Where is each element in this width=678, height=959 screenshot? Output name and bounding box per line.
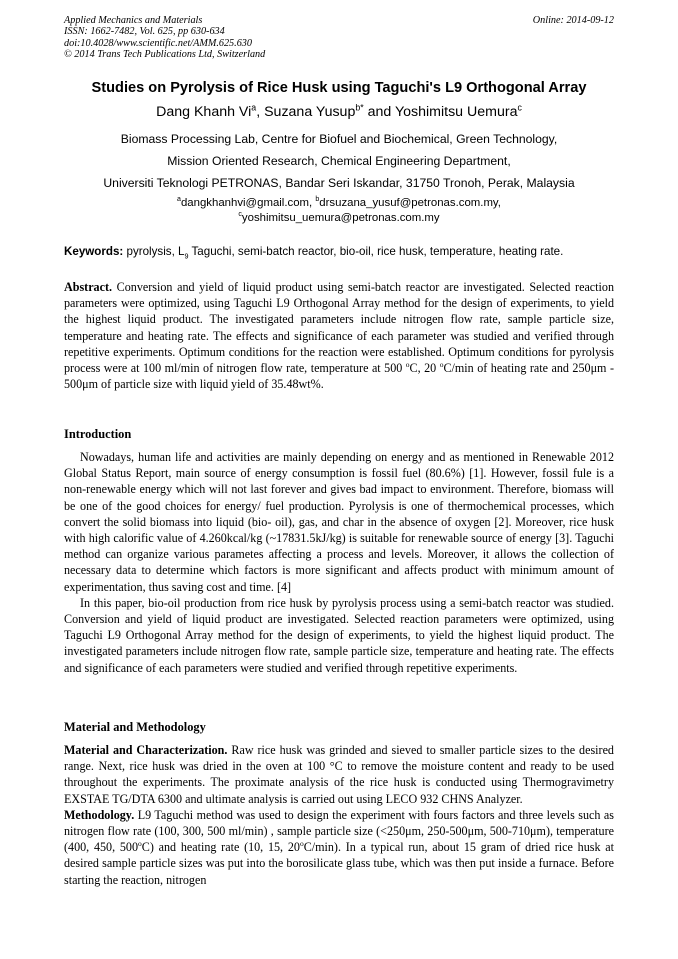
issn-line: ISSN: 1662-7482, Vol. 625, pp 630-634 — [64, 26, 225, 38]
author-separator: and — [363, 104, 395, 120]
keywords-label: Keywords: — [64, 245, 124, 258]
paragraph-text: Raw rice husk was grinded and sieved to smaller particle sizes to the desired range. Next, rice husk was dried in the oven at 100 °C to remove the moisture content and ready to be used throughout the experiments. The proximate analysis of the rice husk is conducted using Thermogravimetry EXSTAE TG/DTA 6300 and ultimate analysis is carried out using LECO 932 CHNS Analyzer. — [64, 743, 614, 806]
abstract — [64, 279, 614, 392]
introduction-body — [64, 449, 614, 676]
degree-mark: o — [439, 359, 444, 369]
journal-name: Applied Mechanics and Materials — [64, 15, 203, 26]
section-heading-methods: Material and Methodology — [64, 720, 206, 734]
affiliation-line: Biomass Processing Lab, Centre for Biofuel and Biochemical, Green Technology, — [120, 132, 558, 146]
keywords-text: pyrolysis, L — [123, 245, 185, 258]
paper-title: Studies on Pyrolysis of Rice Husk using Taguchi's L9 Orthogonal Array — [91, 80, 587, 96]
abstract-text: Conversion and yield of liquid product using semi-batch reactor are investigated. Selected reaction parameters were optimized, using Taguchi L9 Orthogonal Array method for the design of experiments, to yield the highest liquid product. The investigated parameters include nitrogen flow rate, sample particle size, temperature and heating rate. The effects and significance of each parameter was studied and verified through repetitive experiments. Optimum conditions for the reaction were established. Optimum conditions for pyrolysis process were at 100 ml/min of nitrogen flow rate, temperature at 500 — [64, 280, 614, 376]
author-list — [0, 104, 678, 120]
email-line — [0, 197, 678, 209]
affiliation-line: Universiti Teknologi PETRONAS, Bandar Seri Iskandar, 31750 Tronoh, Perak, Malaysia — [103, 176, 575, 190]
section-heading-introduction: Introduction — [64, 427, 132, 441]
doi-line: doi:10.4028/www.scientific.net/AMM.625.630 — [64, 37, 252, 49]
email-mark: b — [315, 196, 320, 204]
email-mark: a — [177, 196, 181, 204]
paragraph-text: L9 Taguchi method was used to design the experiment with fours factors and three levels such as nitrogen flow rate (100, 300, 500 ml/min) , sample particle size (<250μm, 250-500μm, 500-710μm), temperature (400, 450, 500 — [64, 807, 614, 855]
email-line — [0, 212, 678, 224]
author-separator: , — [256, 104, 265, 120]
subsection-label: Material and Characterization. — [64, 743, 228, 757]
abstract-text: C/min of heating rate and 250μm - 500μm of particle size with liquid yield of 35.48wt%. — [64, 361, 614, 392]
paragraph: In this paper, bio-oil production from rice husk by pyrolysis process using a semi-batch reactor was studied. Conversion and yield of liquid product are investigated. Selected reaction parameters were optimized, using Taguchi L9 Orthogonal Array method for the design of experiments, to yield the highest liquid product. The investigated parameters include nitrogen flow rate, sample particle size, temperature and heating rate. The effects and significance of each parameters were studied and verified through repetitive experiments. — [64, 595, 614, 675]
degree-mark: o — [405, 359, 410, 369]
journal-header — [64, 15, 265, 61]
author-affil-mark: c — [517, 102, 522, 113]
subsection-label: Methodology. — [64, 807, 135, 822]
affiliation-line: Mission Oriented Research, Chemical Engineering Department, — [167, 154, 511, 168]
copyright-line: © 2014 Trans Tech Publications Ltd, Switzerland — [64, 49, 266, 61]
email-address[interactable]: drsuzana_yusuf@petronas.com.my, — [319, 197, 501, 209]
abstract-text: C, 20 — [409, 361, 440, 376]
keywords-subscript: 9 — [184, 251, 189, 261]
methods-body — [64, 742, 614, 888]
keywords — [64, 245, 564, 261]
author-name: Yoshimitsu Uemura — [394, 104, 518, 120]
email-mark: c — [238, 211, 242, 219]
email-address[interactable]: dangkhanhvi@gmail.com, — [180, 197, 316, 209]
email-address[interactable]: yoshimitsu_uemura@petronas.com.my — [241, 212, 440, 224]
author-name: Dang Khanh Vi — [156, 104, 252, 120]
degree-mark: o — [138, 839, 142, 849]
keywords-text: Taguchi, semi-batch reactor, bio-oil, rice husk, temperature, heating rate. — [188, 245, 564, 258]
author-affil-mark: b* — [355, 102, 364, 113]
paragraph: Nowadays, human life and activities are mainly depending on energy and as mentioned in Renewable 2012 Global Status Report, main source of energy consumption is fossil fuel (80.6%) [1]. However, fossil fule is a non-renewable energy which will not last forever and gives bad impact to environment. Therefore, biomass will be one of the good choices for energy/ fuel production. Pyrolysis is one of thermochemical processes, which convert the solid biomass into liquid (bio- oil), gas, and char in the absence of oxygen [2]. Moreover, rice husk with high calorific value of 4.260kcal/kg (~17831.5kJ/kg) is suitable for renewable source of energy [3]. Taguchi method can organize various parametes affecting a process and levels. Moreover, it allows the collection of necessary data to determine which factors is more significant and affects product with minimum amount of experimentation, thus saving cost and time. [4] — [64, 450, 614, 594]
abstract-label: Abstract. — [64, 280, 113, 294]
degree-mark: o — [299, 839, 304, 849]
online-date: Online: 2014-09-12 — [532, 15, 614, 26]
paragraph-text: C/min). In a typical run, about 15 gram of dried rice husk at desired sample particle sizes was put into the borosilicate glass tube, which was then put inside a furnace. Before starting the reaction, nitrogen — [64, 840, 614, 887]
author-affil-mark: a — [251, 102, 257, 113]
paragraph-text: C) and heating rate (10, 15, 20 — [141, 840, 300, 855]
author-name: Suzana Yusup — [264, 104, 356, 120]
